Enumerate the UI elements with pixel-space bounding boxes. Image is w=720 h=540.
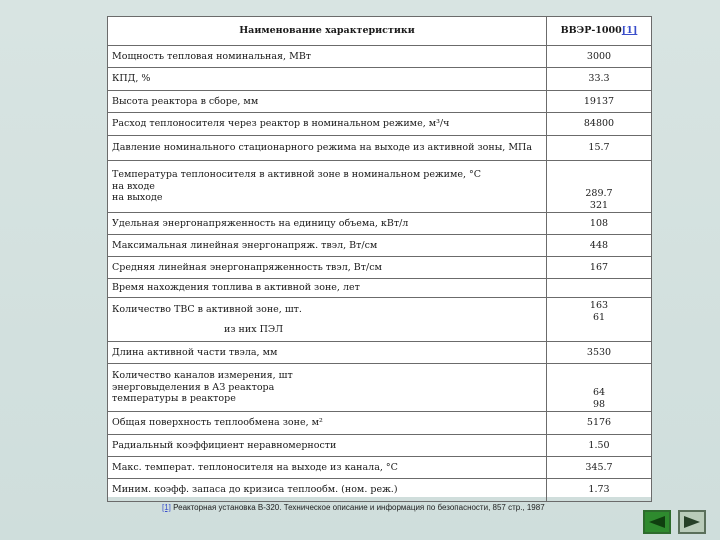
footnote-text: Реакторная установка В-320. Техническое описание и информация по безопасности, 857 стр., 1987	[170, 503, 545, 512]
row-label-line: температуры в реакторе	[112, 393, 236, 405]
header-name: Наименование характеристики	[108, 17, 547, 46]
row-label: Удельная энергонапряженность на единицу объема, кВт/л	[108, 213, 547, 235]
table-row	[108, 161, 652, 213]
prev-slide-button[interactable]	[643, 510, 671, 534]
row-value: 167	[547, 257, 652, 279]
row-label: КПД, %	[108, 68, 547, 91]
row-label: Макс. температ. теплоносителя на выходе из канала, °С	[108, 457, 547, 479]
row-value-line: 98	[592, 398, 606, 410]
table-row	[108, 136, 652, 161]
row-value: 5176	[547, 412, 652, 435]
row-value: 15.7	[547, 136, 652, 161]
row-label-main: Количество ТВС в активной зоне, шт.	[112, 304, 302, 315]
table-row	[108, 68, 652, 91]
row-label: Мощность тепловая номинальная, МВт	[108, 46, 547, 68]
table-row	[108, 213, 652, 235]
row-value: 19137	[547, 91, 652, 113]
table-row	[108, 235, 652, 257]
table-row	[108, 364, 652, 412]
row-label: Давление номинального стационарного режима на выходе из активной зоны, МПа	[108, 136, 547, 161]
table-row	[108, 457, 652, 479]
row-value-line: 163	[589, 300, 609, 311]
row-value	[547, 298, 652, 342]
row-label: Максимальная линейная энергонапряж. твэл, Вт/см	[108, 235, 547, 257]
row-value	[547, 161, 652, 213]
row-label-line: Температура теплоносителя в активной зоне в номинальном режиме, °С	[112, 169, 482, 181]
row-value: 448	[547, 235, 652, 257]
row-label: Длина активной части твэла, мм	[108, 342, 547, 364]
table-row	[108, 412, 652, 435]
row-label-line: на входе	[112, 180, 155, 192]
arrow-right-icon	[684, 516, 700, 528]
row-label	[108, 161, 547, 213]
row-label-line: энерговыделения в АЗ реактора	[112, 381, 275, 393]
row-value: 3000	[547, 46, 652, 68]
row-label: Средняя линейная энергонапряженность твэл, Вт/см	[108, 257, 547, 279]
header-model-text: ВВЭР-1000	[560, 25, 622, 37]
footnote	[162, 503, 652, 512]
row-label: Время нахождения топлива в активной зоне, лет	[108, 279, 547, 298]
document-sheet	[107, 16, 651, 497]
table-row	[108, 435, 652, 457]
row-label-line: Количество каналов измерения, шт	[112, 370, 293, 382]
table-row	[108, 342, 652, 364]
table-header-row	[108, 17, 652, 46]
row-value	[547, 279, 652, 298]
table-row	[108, 257, 652, 279]
header-model	[547, 17, 652, 46]
header-ref-link[interactable]: [1]	[621, 25, 638, 37]
row-value: 84800	[547, 113, 652, 136]
row-value-line: 64	[592, 387, 606, 398]
row-label	[108, 364, 547, 412]
table-row	[108, 46, 652, 68]
row-value-line: 289.7	[585, 188, 613, 199]
row-label-line: на выходе	[112, 192, 163, 204]
row-value: 1.50	[547, 435, 652, 457]
row-label: Радиальный коэффициент неравномерности	[108, 435, 547, 457]
row-value	[547, 364, 652, 412]
footnote-ref-link[interactable]: [1]	[162, 503, 171, 512]
row-value: 3530	[547, 342, 652, 364]
row-sub-label: из них ПЭЛ	[224, 323, 284, 335]
row-label: Расход теплоносителя через реактор в номинальном режиме, м³/ч	[108, 113, 547, 136]
row-label: Общая поверхность теплообмена зоне, м²	[108, 412, 547, 435]
table-row	[108, 279, 652, 298]
row-value-line: 321	[589, 199, 609, 211]
row-label: Миним. коэфф. запаса до кризиса теплообм. (ном. реж.)	[108, 479, 547, 502]
row-value: 1.73	[547, 479, 652, 502]
table-row	[108, 479, 652, 502]
row-value: 108	[547, 213, 652, 235]
row-value: 345.7	[547, 457, 652, 479]
row-value: 33.3	[547, 68, 652, 91]
table-row	[108, 298, 652, 342]
spec-table	[107, 16, 652, 502]
table-row	[108, 91, 652, 113]
row-value-line: 61	[592, 311, 606, 323]
table-row	[108, 113, 652, 136]
arrow-left-icon	[649, 516, 665, 528]
next-slide-button[interactable]	[678, 510, 706, 534]
row-label: Высота реактора в сборе, мм	[108, 91, 547, 113]
row-label	[108, 298, 547, 342]
